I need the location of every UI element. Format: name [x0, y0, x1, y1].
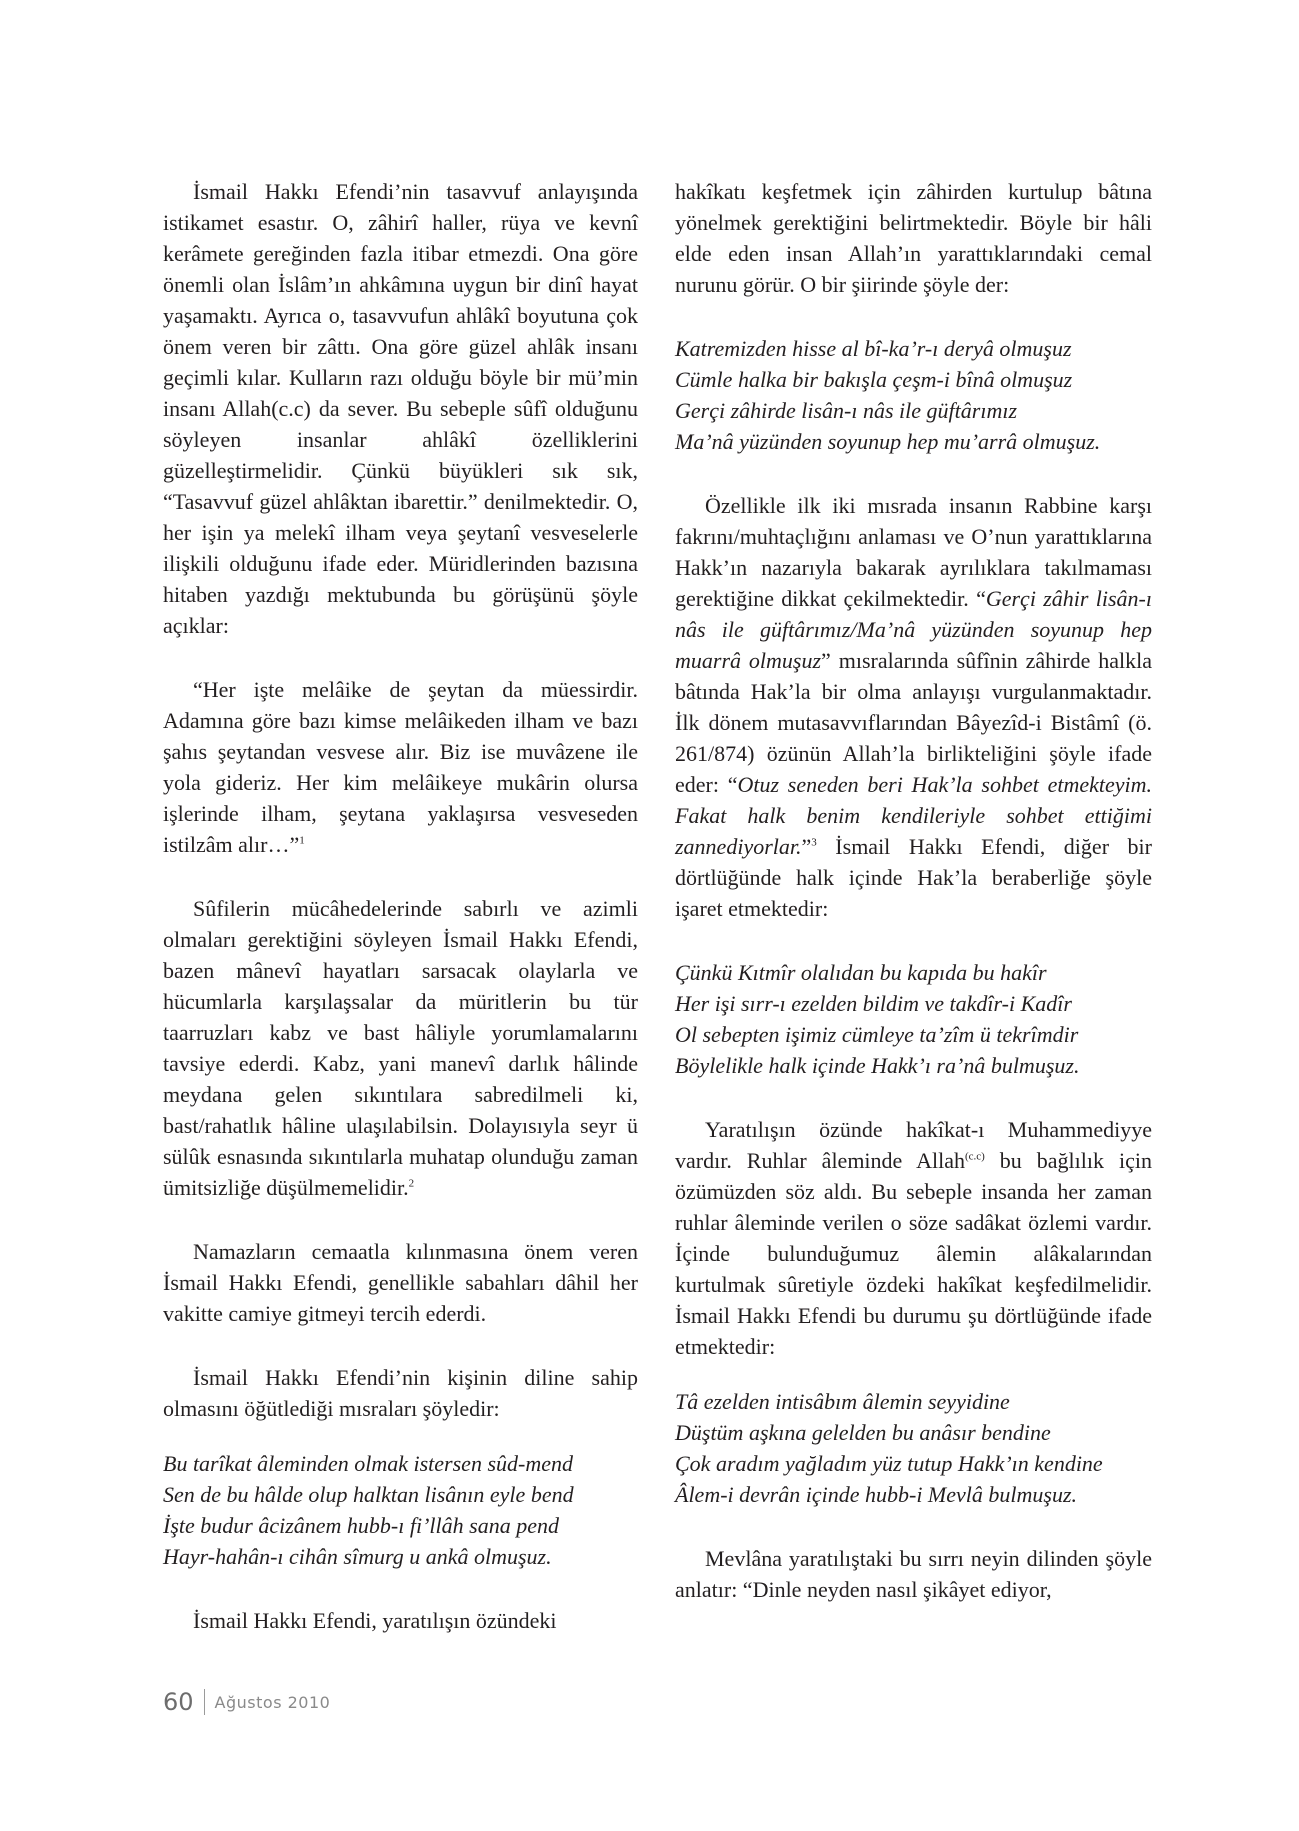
paragraph-text: ” [801, 834, 812, 859]
paragraph [675, 1114, 1152, 1362]
footnote-ref: 2 [408, 1177, 415, 1190]
verse-line: İşte budur âcizânem hubb-ı fi’llâh sana pend [163, 1513, 559, 1538]
verse-line: Âlem-i devrân içinde hubb-i Mevlâ bulmuşuz. [675, 1482, 1078, 1507]
paragraph-text: İsmail Hakkı Efendi, diğer bir dörtlüğünde halk içinde Hak’la beraberliğe şöyle işaret etmektedir: [675, 834, 1152, 921]
page-number: 60 [163, 1688, 194, 1716]
paragraph: Mevlâna yaratılıştaki bu sırrı neyin dilinden şöyle anlatır: “Dinle neyden nasıl şikâyet ediyor, [675, 1546, 1152, 1602]
paragraph: hakîkatı keşfetmek için zâhirden kurtulup bâtına yönelmek gerektiğini belirtmektedir. Böyle bir hâli elde eden insan Allah’ın yarattıklarındaki cemal nurunu görür. O bir şiirinde şöyle der: [675, 179, 1152, 297]
paragraph-text: bu bağlılık için özümüzden söz aldı. Bu sebeple insanda her zaman ruhlar âleminde verilen o söze sadâkat özlemi vardır. İçinde bulunduğumuz âlemin alâkalarından kurtulmak sûretiyle özdeki hakîkat keşfedilmelidir. İsmail Hakkı Efendi bu durumu şu dörtlüğünde ifade etmektedir: [675, 1148, 1152, 1359]
footnote-ref: 3 [811, 836, 817, 849]
footer-divider [204, 1689, 205, 1715]
paragraph: İsmail Hakkı Efendi, yaratılışın özündeki [193, 1608, 557, 1633]
paragraph [163, 893, 638, 1203]
verse-line: Cümle halka bir bakışla çeşm-i bînâ olmuşuz [675, 367, 1073, 392]
quote-text: “Her işte melâike de şeytan da müessirdir. Adamına göre bazı kimse melâikeden ilham ve bazı şahıs şeytandan vesvese alır. Biz ise muvâzene ile yola gideriz. Her kim melâikeye mukârin olursa işlerinde ilham, şeytana yaklaşırsa vesveseden istilzâm alır…” [163, 677, 638, 857]
footnote-ref: 1 [299, 834, 305, 847]
paragraph-text: Yaratılışın özünde hakîkat-ı Muhammediyye vardır. Ruhlar âleminde Allah [675, 1117, 1152, 1173]
verse-block [675, 333, 1152, 457]
verse-line: Gerçi zâhirde lisân-ı nâs ile güftârımız [675, 398, 1018, 423]
verse-line: Katremizden hisse al bî-ka’r-ı deryâ olmuşuz [675, 336, 1072, 361]
verse-line: Ma’nâ yüzünden soyunup hep mu’arrâ olmuşuz. [675, 429, 1101, 454]
superscript: (c.c) [964, 1150, 985, 1163]
paragraph [675, 490, 1152, 924]
paragraph-text: Özellikle ilk iki mısrada insanın Rabbine karşı fakrını/muhtaçlığını anlaması ve O’nun yarattıklarına Hakk’ın nazarıyla bakarak ayrılıklara takılmaması gerektiğine dikkat çekilmektedir. “ [675, 493, 1152, 611]
verse-block [163, 1448, 638, 1572]
paragraph-text: ” mısralarında sûfînin zâhirde halkla bâtında Hak’la bir olma anlayışı vurgulanmaktadır. İlk dönem mutasavvıflarından Bâyezîd-i Bistâmî (ö. 261/874) özünün Allah’la birlikteliğini şöyle ifade eder: “ [675, 648, 1152, 797]
paragraph: İsmail Hakkı Efendi’nin tasavvuf anlayışında istikamet esastır. O, zâhirî haller, rüya ve kevnî kerâmete gereğinden fazla itibar etmezdi. Ona göre önemli olan İslâm’ın ahkâmına uygun bir dinî hayat yaşamaktı. Ayrıca o, tasavvufun ahlâkî boyutuna çok önem veren bir zâttı. Ona göre güzel ahlâk insanı geçimli kılar. Kulların razı olduğu böyle bir mü’min insanı Allah(c.c) da sever. Bu sebeple sûfî olduğunu söyleyen insanlar ahlâkî özelliklerini güzelleştirmelidir. Çünkü büyükleri sık sık, “Tasavvuf güzel ahlâktan ibarettir.” denilmektedir. O, her işin ya melekî ilham veya şeytanî vesveselerle ilişkili olduğunu ifade eder. Müridlerinden bazısına hitaben yazdığı mektubunda bu görüşünü şöyle açıklar: [163, 179, 638, 638]
verse-line: Çok aradım yağladım yüz tutup Hakk’ın kendine [675, 1451, 1103, 1476]
issue-date: Ağustos 2010 [214, 1692, 331, 1712]
paragraph-text: Sûfilerin mücâhedelerinde sabırlı ve azimli olmaları gerektiğini söyleyen İsmail Hakkı Efendi, bazen mânevî hayatları sarsacak olaylarla ve hücumlarla karşılaşsalar da müritlerin bu tür taarruzları kabz ve bast hâliyle yorumlamalarını tavsiye ederdi. Kabz, yani manevî darlık hâlinde meydana gelen sıkıntılara sabredilmeli ki, bast/rahatlık hâline ulaşılabilsin. Dolayısıyla seyr ü sülûk esnasında sıkıntılarla muhatap olunduğu zaman ümitsizliğe düşülmemelidir. [163, 896, 638, 1200]
italic-quote: Gerçi zâhir lisân-ı nâs ile güftârımız/Ma’nâ yüzünden soyunup hep muarrâ olmuşuz [675, 586, 1152, 673]
right-column [675, 176, 1152, 1605]
verse-line: Ol sebepten işimiz cümleye ta’zîm ü tekrîmdir [675, 1022, 1079, 1047]
verse-line: Düştüm aşkına gelelden bu anâsır bendine [675, 1420, 1051, 1445]
verse-line: Her işi sırr-ı ezelden bildim ve takdîr-i Kadîr [675, 991, 1072, 1016]
paragraph: Namazların cemaatla kılınmasına önem veren İsmail Hakkı Efendi, genellikle sabahları dâhil her vakitte camiye gitmeyi tercih ederdi. [163, 1239, 638, 1326]
verse-line: Tâ ezelden intisâbım âlemin seyyidine [675, 1389, 1010, 1414]
quote-paragraph [163, 674, 638, 860]
verse-line: Sen de bu hâlde olup halktan lisânın eyle bend [163, 1482, 574, 1507]
page-footer [163, 1688, 330, 1716]
verse-line: Böylelikle halk içinde Hakk’ı ra’nâ bulmuşuz. [675, 1053, 1080, 1078]
paragraph: İsmail Hakkı Efendi’nin kişinin diline sahip olmasını öğütlediği mısraları şöyledir: [163, 1365, 638, 1421]
verse-block [675, 1386, 1152, 1510]
left-column [163, 176, 638, 1636]
verse-line: Bu tarîkat âleminden olmak istersen sûd-mend [163, 1451, 573, 1476]
verse-block [675, 957, 1152, 1081]
verse-line: Çünkü Kıtmîr olalıdan bu kapıda bu hakîr [675, 960, 1047, 985]
verse-line: Hayr-hahân-ı cihân sîmurg u ankâ olmuşuz. [163, 1544, 552, 1569]
italic-quote: Otuz seneden beri Hak’la sohbet etmekteyim. Fakat halk benim kendileriyle sohbet ettiğimi zannediyorlar. [675, 772, 1153, 859]
